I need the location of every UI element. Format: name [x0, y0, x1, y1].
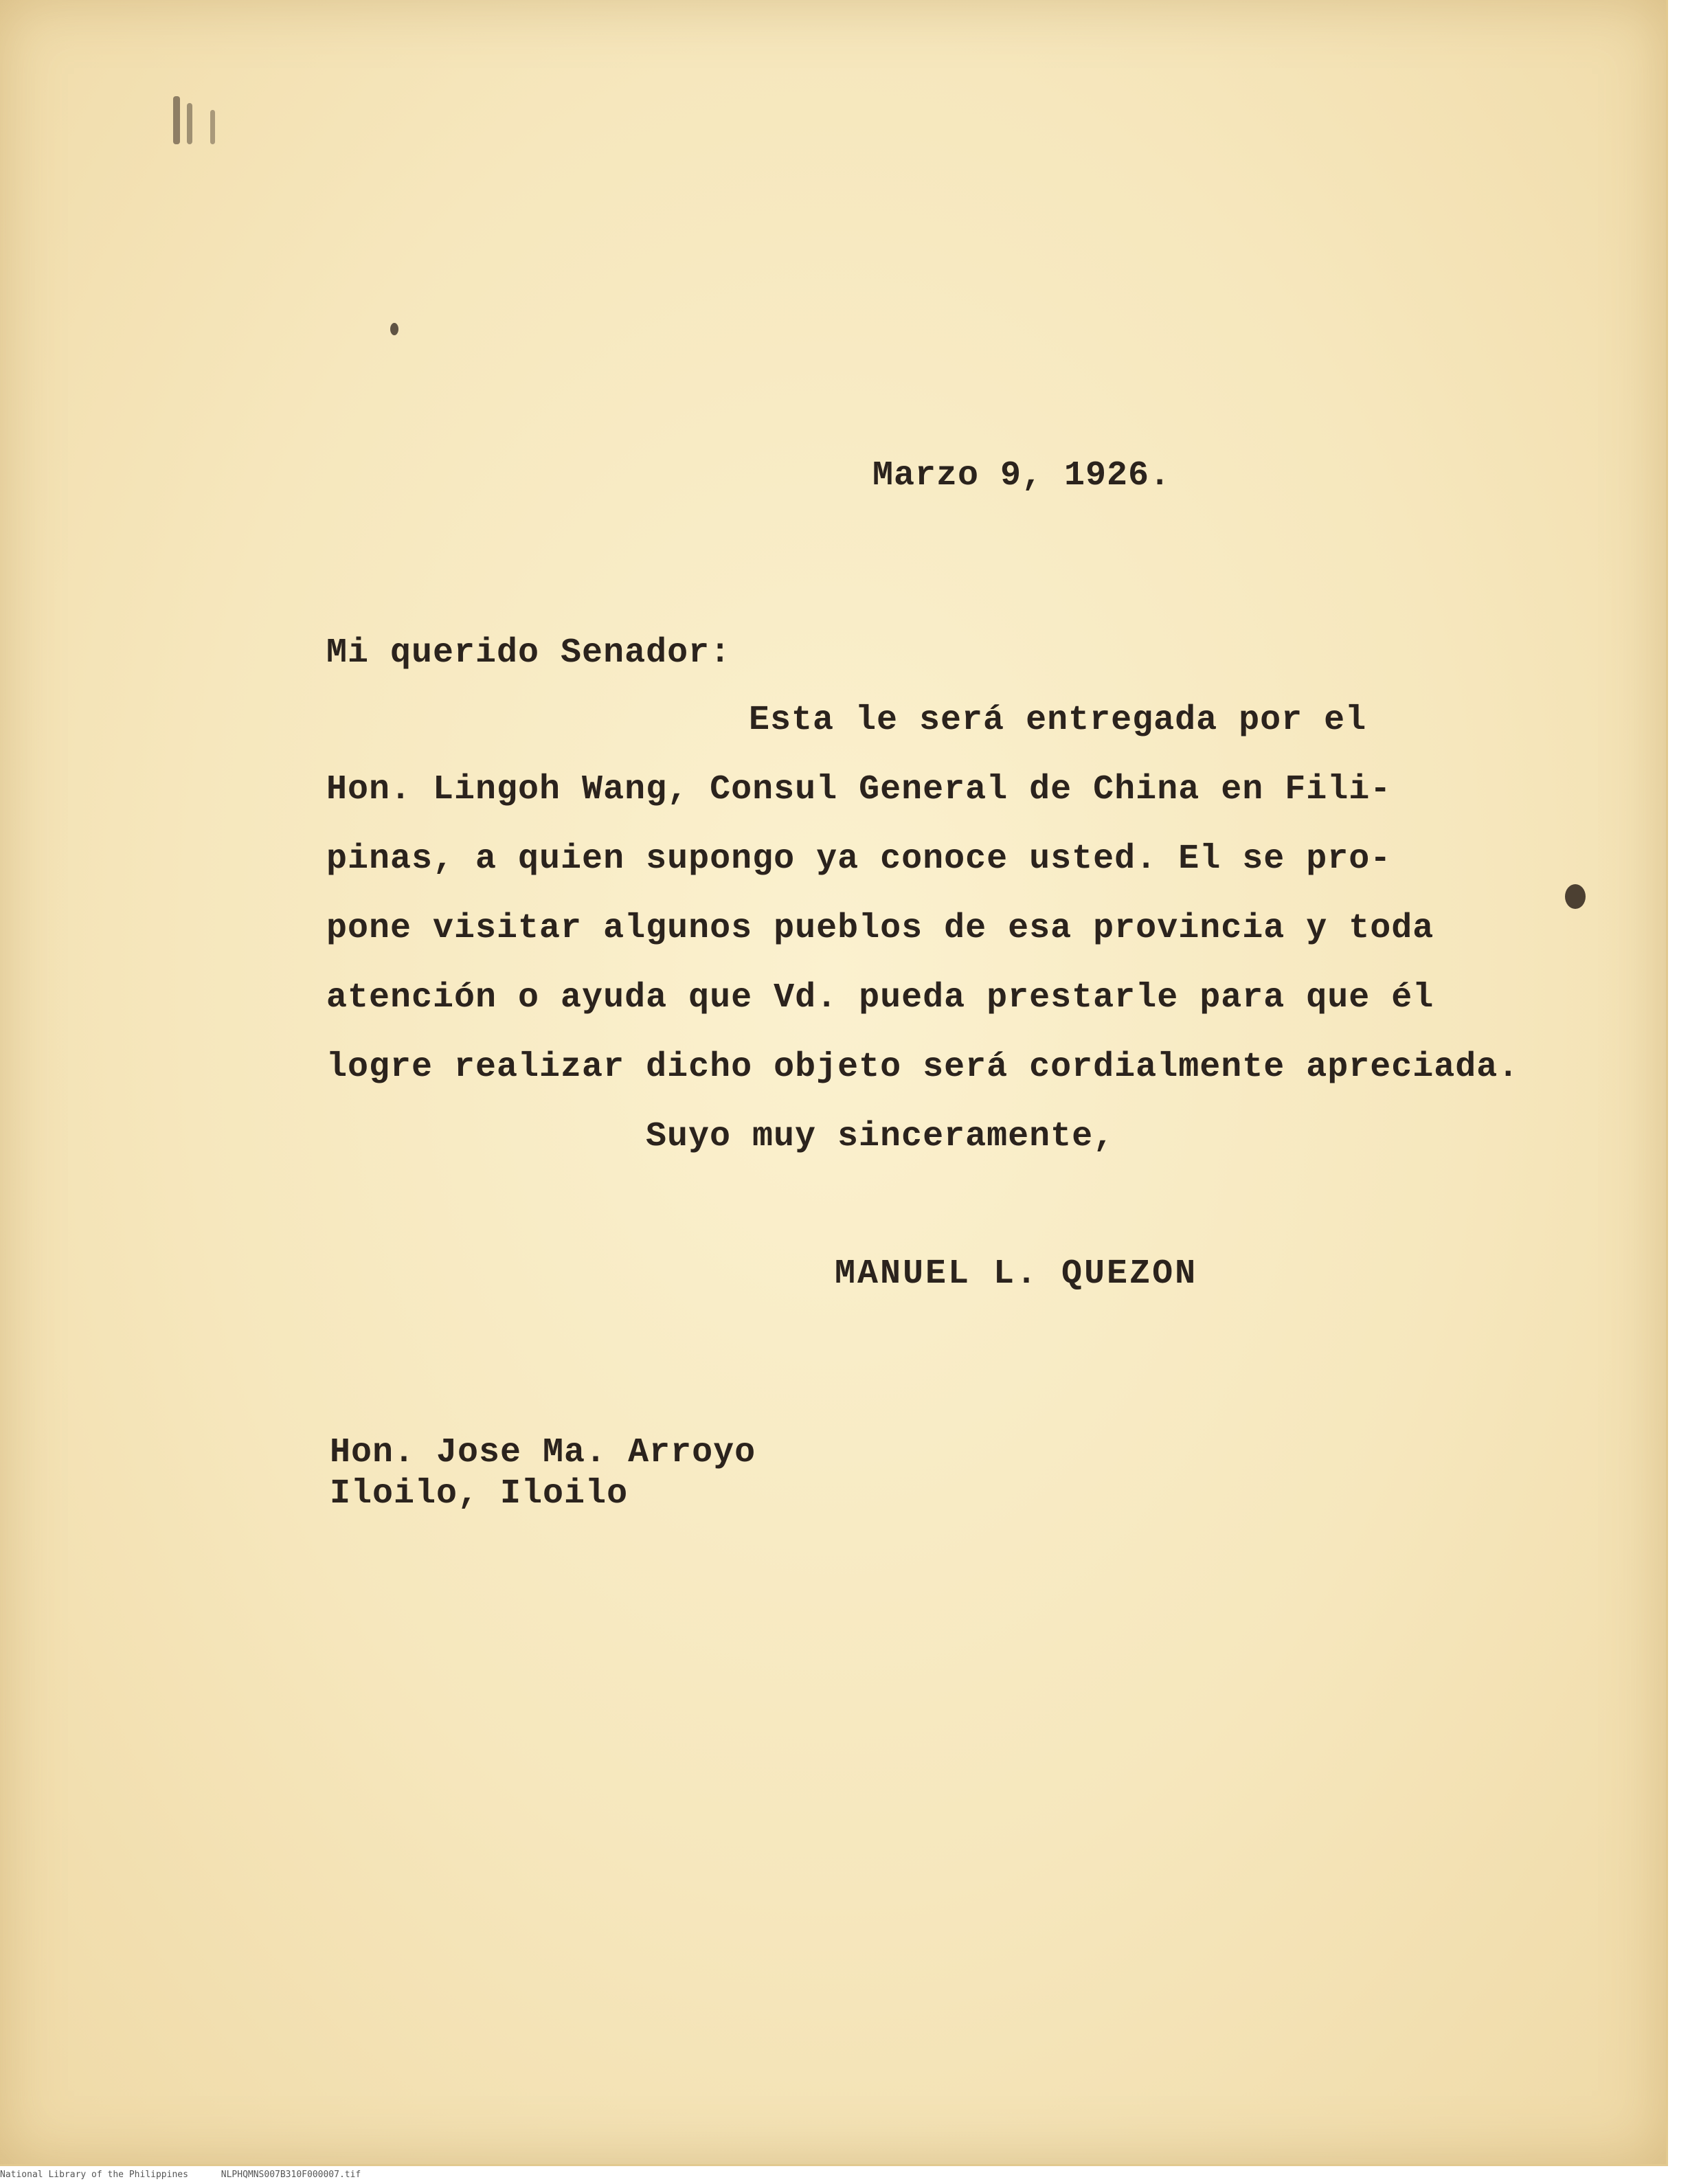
ink-smudge [210, 110, 215, 144]
closing: Suyo muy sinceramente, [646, 1117, 1115, 1156]
salutation: Mi querido Senador: [326, 633, 732, 673]
signature: MANUEL L. QUEZON [835, 1254, 1198, 1294]
body-line-5: atención o ayuda que Vd. pueda prestarle para que él [326, 978, 1434, 1017]
recipient-name: Hon. Jose Ma. Arroyo [330, 1433, 756, 1472]
footer-source: National Library of the Philippines [0, 2170, 188, 2180]
footer-file-id: NLPHQMNS007B310F000007.tif [221, 2170, 361, 2180]
ink-smudge [173, 96, 180, 144]
letter-date: Marzo 9, 1926. [872, 456, 1171, 495]
ink-spot [390, 323, 398, 335]
ink-smudge [187, 103, 192, 144]
body-line-2: Hon. Lingoh Wang, Consul General de China en Fili- [326, 770, 1392, 809]
recipient-location: Iloilo, Iloilo [330, 1474, 629, 1513]
scan-footer [0, 2170, 1701, 2180]
ink-spot [1565, 884, 1586, 909]
body-line-3: pinas, a quien supongo ya conoce usted. El se pro- [326, 840, 1392, 879]
body-line-4: pone visitar algunos pueblos de esa provincia y toda [326, 909, 1434, 948]
body-line-6: logre realizar dicho objeto será cordialmente apreciada. [326, 1048, 1520, 1087]
body-line-1: Esta le será entregada por el [749, 701, 1367, 740]
